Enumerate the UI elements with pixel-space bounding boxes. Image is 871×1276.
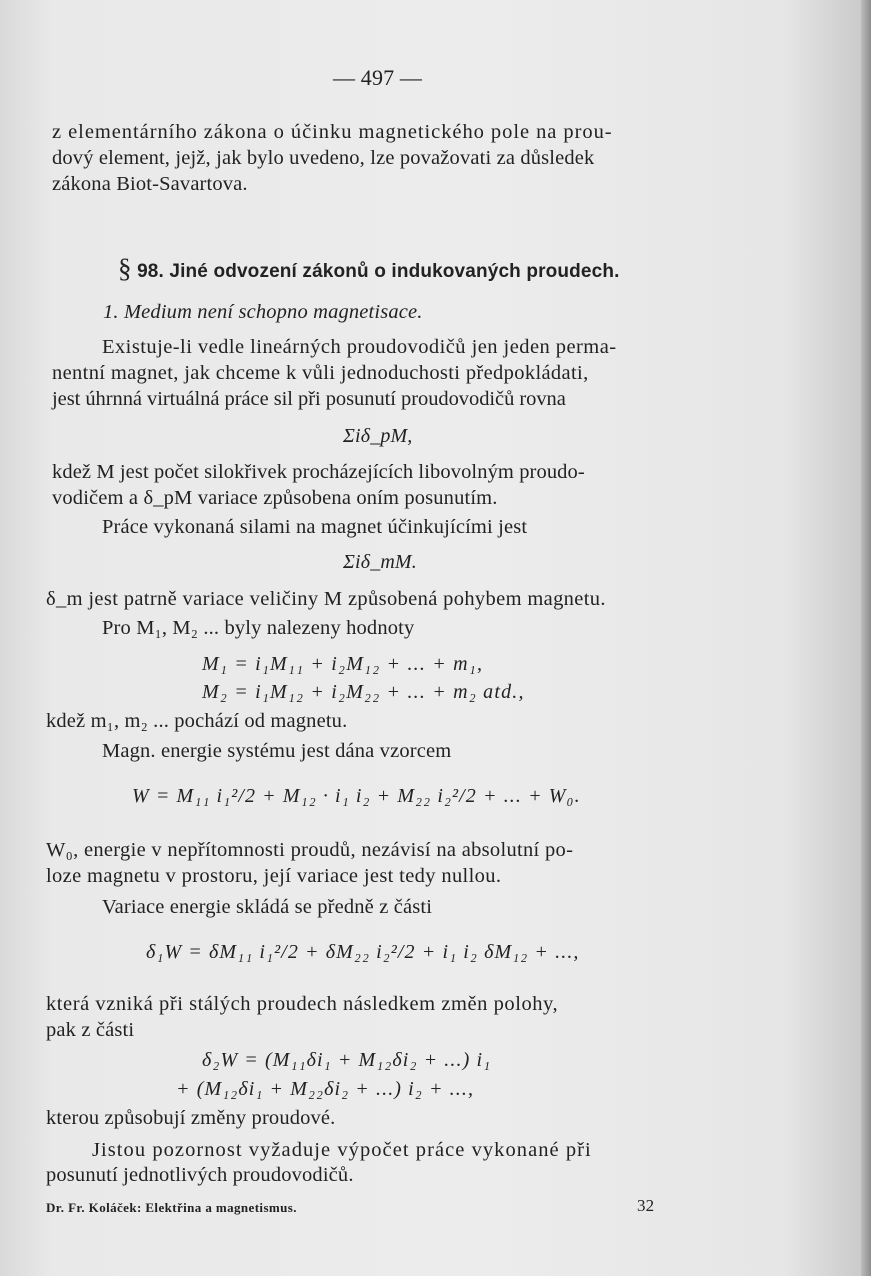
paragraph-line: dový element, jejž, jak bylo uvedeno, lze považovati za důsledek <box>52 147 595 169</box>
section-heading <box>118 253 620 284</box>
paragraph-line: W₀, energie v nepřítomnosti proudů, nezávisí na absolutní po- <box>46 839 574 861</box>
paragraph-line: kterou způsobují změny proudové. <box>46 1107 336 1129</box>
paragraph-line: zákona Biot-Savartova. <box>52 173 248 195</box>
subheading: 1. Medium není schopno magnetisace. <box>103 301 423 323</box>
paragraph-line: vodičem a δ_pM variace způsobena oním posunutím. <box>52 487 498 509</box>
paragraph-line: která vzniká při stálých proudech následkem změn polohy, <box>46 993 559 1015</box>
paragraph-line: Pro M₁, M₂ ... byly nalezeny hodnoty <box>102 617 415 639</box>
equation-variation-2b: + (M₁₂δi₁ + M₂₂δi₂ + ...) i₂ + ..., <box>176 1078 475 1100</box>
paragraph-line: z elementárního zákona o účinku magnetického pole na prou- <box>52 121 613 143</box>
paragraph-line: Jistou pozornost vyžaduje výpočet práce vykonané při <box>92 1139 592 1161</box>
paragraph-line: loze magnetu v prostoru, její variace jest tedy nullou. <box>46 865 502 887</box>
signature-mark: 32 <box>637 1196 655 1215</box>
section-number: 98. <box>137 261 164 282</box>
paragraph-line: kdež m₁, m₂ ... pochází od magnetu. <box>46 710 348 732</box>
equation-flux-2: M₂ = i₁M₁₂ + i₂M₂₂ + ... + m₂ atd., <box>202 681 525 703</box>
page-edge-shadow <box>861 0 871 1276</box>
paragraph-line: pak z části <box>46 1019 135 1041</box>
paragraph-line: posunutí jednotlivých proudovodičů. <box>46 1164 354 1186</box>
section-title: Jiné odvození zákonů o indukovaných proudech. <box>169 261 620 282</box>
equation-magnet-work: Σiδ_mM. <box>343 551 417 573</box>
paragraph-line: Práce vykonaná silami na magnet účinkujícími jest <box>102 516 528 538</box>
paragraph-line: Magn. energie systému jest dána vzorcem <box>102 740 452 762</box>
paragraph-line: Existuje-li vedle lineárných proudovodičů jen jeden perma- <box>102 336 617 358</box>
paragraph-line: kdež M jest počet silokřivek procházejících libovolným proudo- <box>52 461 585 483</box>
section-symbol: § <box>118 253 132 283</box>
equation-virtual-work: Σiδ_pM, <box>343 425 413 447</box>
equation-variation-1: δ₁W = δM₁₁ i₁²/2 + δM₂₂ i₂²/2 + i₁ i₂ δM₁₂ + ..., <box>146 941 580 963</box>
page-number: — 497 — <box>333 65 423 90</box>
footer-author-title: Dr. Fr. Koláček: Elektřina a magnetismus. <box>46 1200 297 1215</box>
equation-energy: W = M₁₁ i₁²/2 + M₁₂ · i₁ i₂ + M₂₂ i₂²/2 + ... + W₀. <box>132 785 581 807</box>
paragraph-line: jest úhrnná virtuálná práce sil při posunutí proudovodičů rovna <box>52 388 566 410</box>
equation-flux-1: M₁ = i₁M₁₁ + i₂M₁₂ + ... + m₁, <box>202 653 484 675</box>
paragraph-line: nentní magnet, jak chceme k vůli jednoduchosti předpokládati, <box>52 362 589 384</box>
equation-variation-2a: δ₂W = (M₁₁δi₁ + M₁₂δi₂ + ...) i₁ <box>202 1049 492 1071</box>
paragraph-line: δ_m jest patrně variace veličiny M způsobená pohybem magnetu. <box>46 588 606 610</box>
paragraph-line: Variace energie skládá se předně z části <box>102 896 433 918</box>
